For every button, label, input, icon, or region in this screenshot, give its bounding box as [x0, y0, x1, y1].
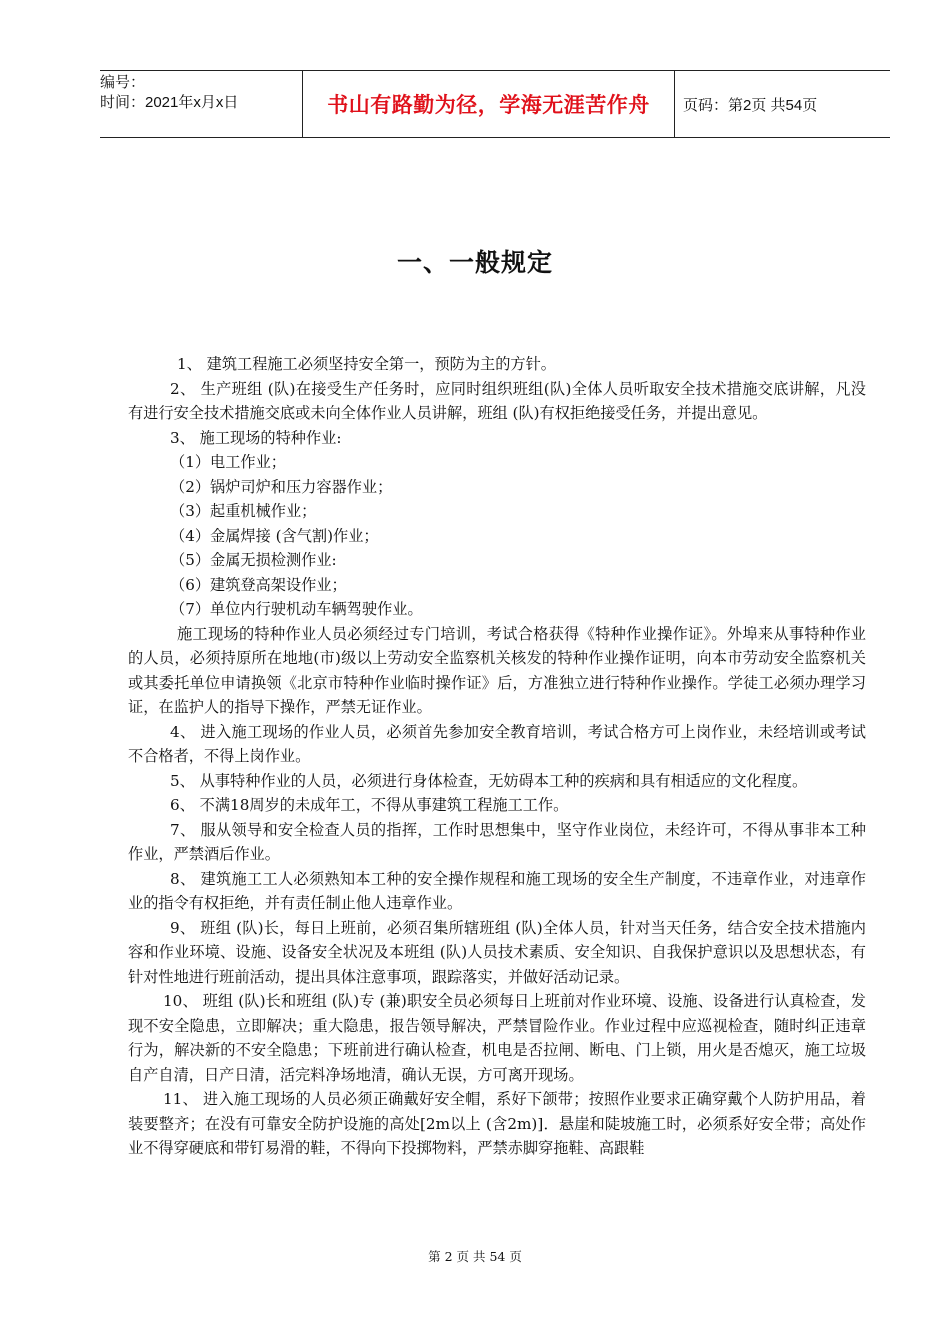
document-number-label: 编号：: [100, 74, 146, 91]
special-work-item: （6）建筑登高架设作业；: [170, 575, 347, 594]
special-work-item: （2）锅炉司炉和压力容器作业；: [170, 477, 393, 496]
paragraph-1: 1、 建筑工程施工必须坚持安全第一，预防为主的方针。: [177, 355, 556, 373]
paragraph-2: 2、 生产班组 (队)在接受生产任务时，应同时组织班组(队)全体人员听取安全技术措施交底讲解，凡没有进行安全技术措施交底或未向全体作业人员讲解，班组 (队)有权拒绝接受任务，并提出意见。: [128, 379, 866, 422]
paragraph-10: 10、 班组 (队)长和班组 (队)专 (兼)职安全员必须每日上班前对作业环境、设施、设备进行认真检查，发现不安全隐患，立即解决；重大隐患，报告领导解决，严禁冒险作业。作业过程中应巡视检查，随时纠正违章行为，解决新的不安全隐患；下班前进行确认检查，机电是否拉闸、断电、门上锁，用火是否熄灭，施工垃圾自产自清，日产日清，活完料净场地清，确认无误，方可离开现场。: [128, 992, 866, 1084]
paragraph-5: 5、 从事特种作业的人员，必须进行身体检查，无妨碍本工种的疾病和具有相适应的文化程度。: [170, 771, 808, 790]
document-time-label: 时间：2021年x月x日: [100, 94, 239, 111]
special-work-item: （1）电工作业；: [170, 453, 286, 471]
paragraph-9: 9、 班组 (队)长，每日上班前，必须召集所辖班组 (队)全体人员，针对当天任务，结合安全技术措施内容和作业环境、设施、设备安全状况及本班组 (队)人员技术素质、安全知识、自我保护意识以及思想状态，有针对性地进行班前活动，提出具体注意事项，跟踪落实，并做好活动记录。: [128, 918, 866, 986]
paragraph-4: 4、 进入施工现场的作业人员，必须首先参加安全教育培训，考试合格方可上岗作业，未经培训或考试不合格者，不得上岗作业。: [128, 722, 866, 765]
page-footer: 第 2 页 共 54 页: [428, 1249, 522, 1264]
special-work-item: （3）起重机械作业；: [170, 502, 317, 520]
paragraph-7: 7、 服从领导和安全检查人员的指挥，工作时思想集中，坚守作业岗位，未经许可，不得从事非本工种作业，严禁酒后作业。: [128, 820, 866, 863]
special-work-paragraph: 施工现场的特种作业人员必须经过专门培训，考试合格获得《特种作业操作证》。外埠来从事特种作业的人员，必须持原所在地地(市)级以上劳动安全监察机关核发的特种作业操作证明，向本市劳动安全监察机关或其委托单位申请换领《北京市特种作业临时操作证》后，方准独立进行特种作业操作。学徒工必须办理学习证，在监护人的指导下操作，严禁无证作业。: [128, 624, 866, 716]
header-motto: 书山有路勤为径，学海无涯苦作舟: [302, 71, 675, 137]
special-work-item: （4）金属焊接 (含气割)作业；: [170, 526, 379, 545]
header-page-info: 页码：第2页 共54页: [683, 96, 818, 114]
special-work-item: （5）金属无损检测作业:: [170, 551, 337, 569]
section-title: 一、一般规定: [396, 248, 553, 277]
paragraph-8: 8、 建筑施工工人必须熟知本工种的安全操作规程和施工现场的安全生产制度，不违章作业，对违章作业的指令有权拒绝，并有责任制止他人违章作业。: [128, 869, 866, 912]
paragraph-3: 3、 施工现场的特种作业:: [170, 428, 342, 447]
header-meta: [100, 71, 302, 137]
page-header: [100, 70, 890, 138]
paragraph-6: 6、 不满18周岁的未成年工，不得从事建筑工程施工工作。: [170, 796, 569, 814]
special-work-item: （7）单位内行驶机动车辆驾驶作业。: [170, 600, 423, 618]
document-body: [128, 352, 866, 1161]
paragraph-11: 11、 进入施工现场的人员必须正确戴好安全帽，系好下颌带；按照作业要求正确穿戴个人防护用品，着装要整齐；在没有可靠安全防护设施的高处[2m以上 (含2m)]．悬崖和陡坡施工时，必须系好安全带；高处作业不得穿硬底和带钉易滑的鞋，不得向下投掷物料，严禁赤脚穿拖鞋、高跟鞋: [128, 1090, 866, 1157]
